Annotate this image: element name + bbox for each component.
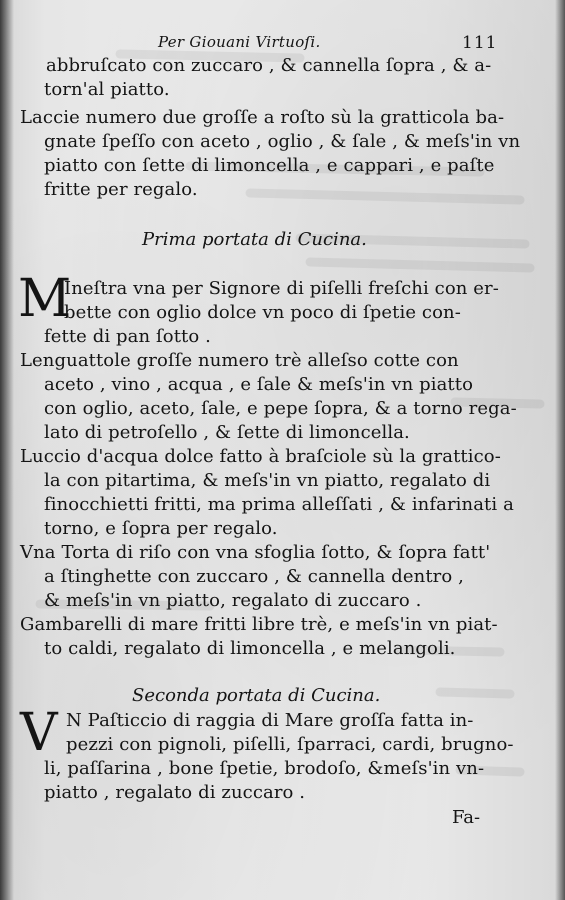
text-line: finocchietti fritti, ma prima alleſſati , & infarinati a	[44, 494, 514, 515]
text-line: torn'al piatto.	[44, 79, 170, 100]
section-heading-prima: Prima portata di Cucina.	[142, 229, 367, 250]
text-line: gnate ſpeſſo con aceto , oglio , & ſale , & meſs'in vn	[44, 131, 521, 152]
running-head: Per Giouani Virtuoſi.	[158, 33, 321, 51]
text-line: aceto , vino , acqua , e ſale & meſs'in vn piatto	[44, 374, 474, 395]
text-line: a ſtinghette con zuccaro , & cannella dentro ,	[44, 566, 464, 587]
section-heading-seconda: Seconda portata di Cucina.	[132, 685, 381, 706]
text-line: la con pitartima, & meſs'in vn piatto, regalato di	[44, 470, 491, 491]
text-line: fette di pan ſotto .	[44, 326, 211, 347]
text-line: to caldi, regalato di limoncella , e melangoli.	[44, 638, 456, 659]
text-line: piatto con ſette di limoncella , e cappari , e paſte	[44, 155, 495, 176]
page-number: 111	[462, 33, 498, 53]
text-line: abbruſcato con zuccaro , & cannella ſopra , & a-	[46, 55, 492, 76]
text-line: Ineſtra vna per Signore di piſelli freſchi con er-	[64, 278, 499, 299]
page-left-shadow	[0, 0, 14, 900]
catchword: Fa-	[452, 807, 481, 828]
page-right-shadow	[555, 0, 565, 900]
text-line: Lenguattole groſſe numero trè alleſso cotte con	[20, 350, 459, 371]
text-line: pezzi con pignoli, piſelli, ſparraci, cardi, brugno-	[66, 734, 514, 755]
text-line: N Paſticcio di raggia di Mare groſſa fatta in-	[66, 710, 474, 731]
text-line: fritte per regalo.	[44, 179, 198, 200]
text-line: con oglio, aceto, ſale, e pepe ſopra, & a torno rega-	[44, 398, 517, 419]
text-line: Laccie numero due groſſe a roſto sù la gratticola ba-	[20, 107, 505, 128]
drop-cap: V	[20, 703, 58, 763]
text-line: bette con oglio dolce vn poco di ſpetie con-	[64, 302, 461, 323]
text-line: piatto , regalato di zuccaro .	[44, 782, 306, 803]
text-line: Luccio d'acqua dolce fatto à braſciole sù la grattico-	[20, 446, 501, 467]
text-line: li, paſſarina , bone ſpetie, brodoſo, &meſs'in vn-	[44, 758, 485, 779]
text-line: Vna Torta di riſo con vna sfoglia ſotto, & ſopra fatt'	[20, 542, 491, 563]
text-line: torno, e ſopra per regalo.	[44, 518, 278, 539]
text-line: & meſs'in vn piatto, regalato di zuccaro .	[44, 590, 422, 611]
text-line: Gambarelli di mare fritti libre trè, e meſs'in vn piat-	[20, 614, 498, 635]
text-line: lato di petroſello , & ſette di limoncella.	[44, 422, 410, 443]
drop-cap: M	[18, 269, 72, 329]
